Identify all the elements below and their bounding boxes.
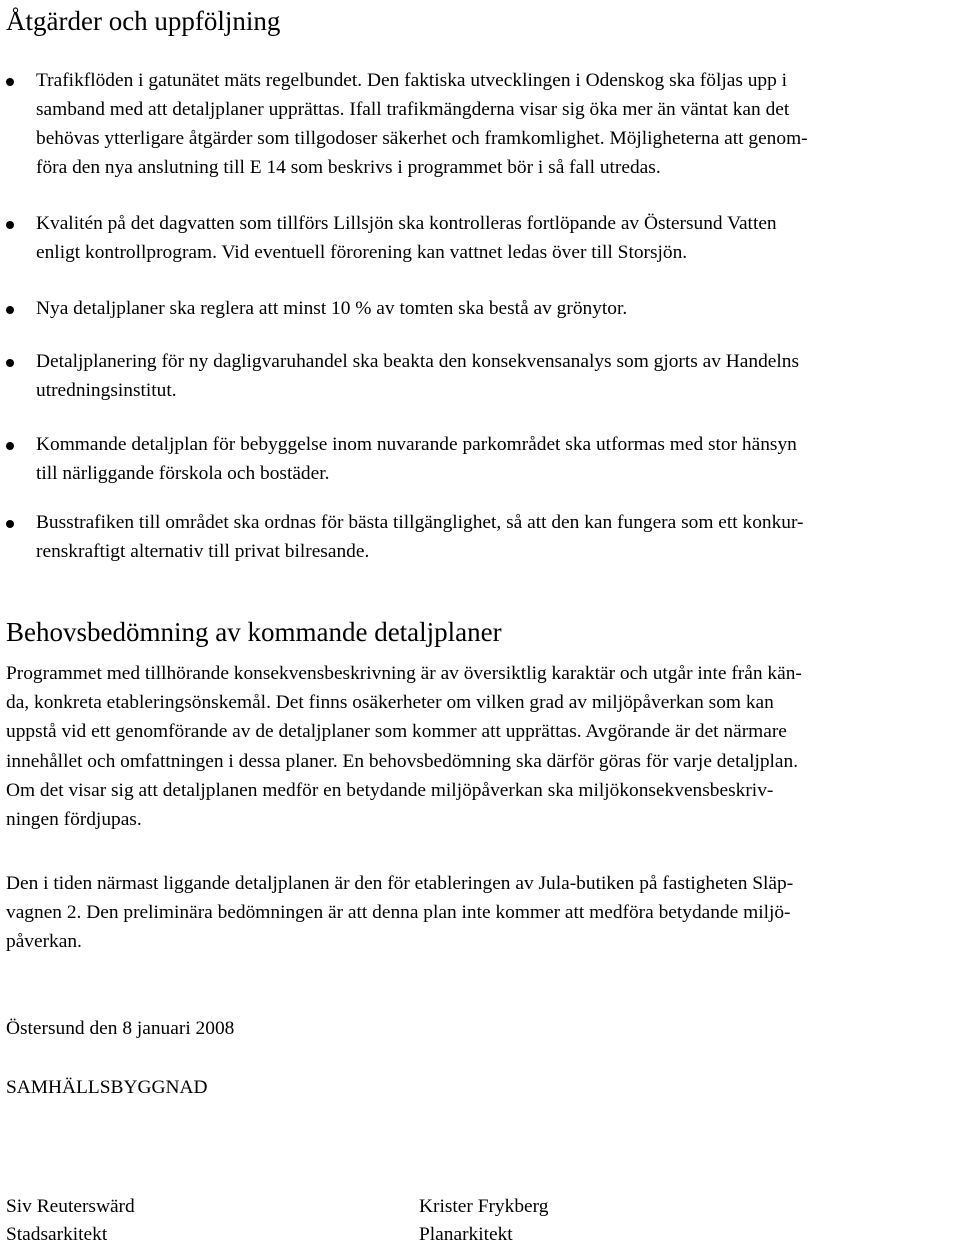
bullet-line: Nya detaljplaner ska reglera att minst 10 % av tomten ska bestå av grönytor. xyxy=(36,298,628,319)
bullet-dot xyxy=(6,221,14,229)
paragraph-line: påverkan. xyxy=(6,931,82,953)
bullet-dot xyxy=(6,78,14,86)
bullet-line: Busstrafiken till området ska ordnas för bästa tillgänglighet, så att den kan fungera som ett konkur- xyxy=(36,512,804,533)
signatory-name: Siv Reuterswärd xyxy=(6,1196,135,1217)
paragraph-line: innehållet och omfattningen i dessa planer. En behovsbedömning ska därför göras för varje detaljplan. xyxy=(6,750,799,772)
signatory-title: Stadsarkitekt xyxy=(6,1224,108,1245)
paragraph-line: Om det visar sig att detaljplanen medför en betydande miljöpåverkan ska miljökonsekvensbeskriv- xyxy=(6,779,774,801)
paragraph-line: Den i tiden närmast liggande detaljplanen är den för etableringen av Jula-butiken på fastigheten Släp- xyxy=(6,873,794,894)
place-date: Östersund den 8 januari 2008 xyxy=(6,1018,235,1039)
bullet-dot xyxy=(6,442,14,450)
organization-name: SAMHÄLLSBYGGNAD xyxy=(6,1077,208,1098)
bullet-line: föra den nya anslutning till E 14 som beskrivs i programmet bör i så fall utredas. xyxy=(36,157,661,178)
bullet-item xyxy=(36,294,958,323)
paragraph-line: uppstå vid ett genomförande av de detaljplaner som kommer att upprättas. Avgörande är det närmare xyxy=(6,721,787,743)
bullet-item xyxy=(36,508,958,566)
paragraph-line: vagnen 2. Den preliminära bedömningen är att denna plan inte kommer att medföra betydande miljö- xyxy=(6,902,791,924)
bullet-item xyxy=(36,430,958,488)
section-heading-actions: Åtgärder och uppföljning xyxy=(6,6,281,36)
bullet-dot xyxy=(6,359,14,367)
bullet-line: Detaljplanering för ny dagligvaruhandel ska beakta den konsekvensanalys som gjorts av Handelns xyxy=(36,351,800,372)
paragraph-line: da, konkreta etableringsönskemål. Det finns osäkerheter om vilken grad av miljöpåverkan som kan xyxy=(6,692,774,714)
bullet-item xyxy=(36,347,958,405)
bullet-line: samband med att detaljplaner upprättas. Ifall trafikmängderna visar sig öka mer än väntat kan det xyxy=(36,99,790,120)
bullet-line: behövas ytterligare åtgärder som tillgodoser säkerhet och framkomlighet. Möjligheterna att genom- xyxy=(36,128,808,149)
bullet-line: Kvalitén på det dagvatten som tillförs Lillsjön ska kontrolleras fortlöpande av Östersund Vatten xyxy=(36,213,777,234)
bullet-line: Trafikflöden i gatunätet mäts regelbundet. Den faktiska utvecklingen i Odenskog ska följas upp i xyxy=(36,70,788,91)
signatory-title: Planarkitekt xyxy=(419,1224,513,1245)
bullet-line: enligt kontrollprogram. Vid eventuell förorening kan vattnet ledas över till Storsjön. xyxy=(36,242,688,263)
bullet-item xyxy=(36,66,958,182)
paragraph xyxy=(6,659,958,834)
paragraph-line: Programmet med tillhörande konsekvensbeskrivning är av översiktlig karaktär och utgår inte från kän- xyxy=(6,663,802,684)
bullet-item xyxy=(36,209,958,267)
bullet-line: Kommande detaljplan för bebyggelse inom nuvarande parkområdet ska utformas med stor hänsyn xyxy=(36,434,797,455)
paragraph xyxy=(6,869,958,957)
paragraph-line: ningen fördjupas. xyxy=(6,809,142,831)
signatory-name: Krister Frykberg xyxy=(419,1196,549,1217)
bullet-dot xyxy=(6,306,14,314)
bullet-line: till närliggande förskola och bostäder. xyxy=(36,463,330,484)
section-heading-assessment: Behovsbedömning av kommande detaljplaner xyxy=(6,617,502,647)
bullet-dot xyxy=(6,520,14,528)
bullet-line: utredningsinstitut. xyxy=(36,380,177,401)
bullet-line: renskraftigt alternativ till privat bilresande. xyxy=(36,541,370,562)
